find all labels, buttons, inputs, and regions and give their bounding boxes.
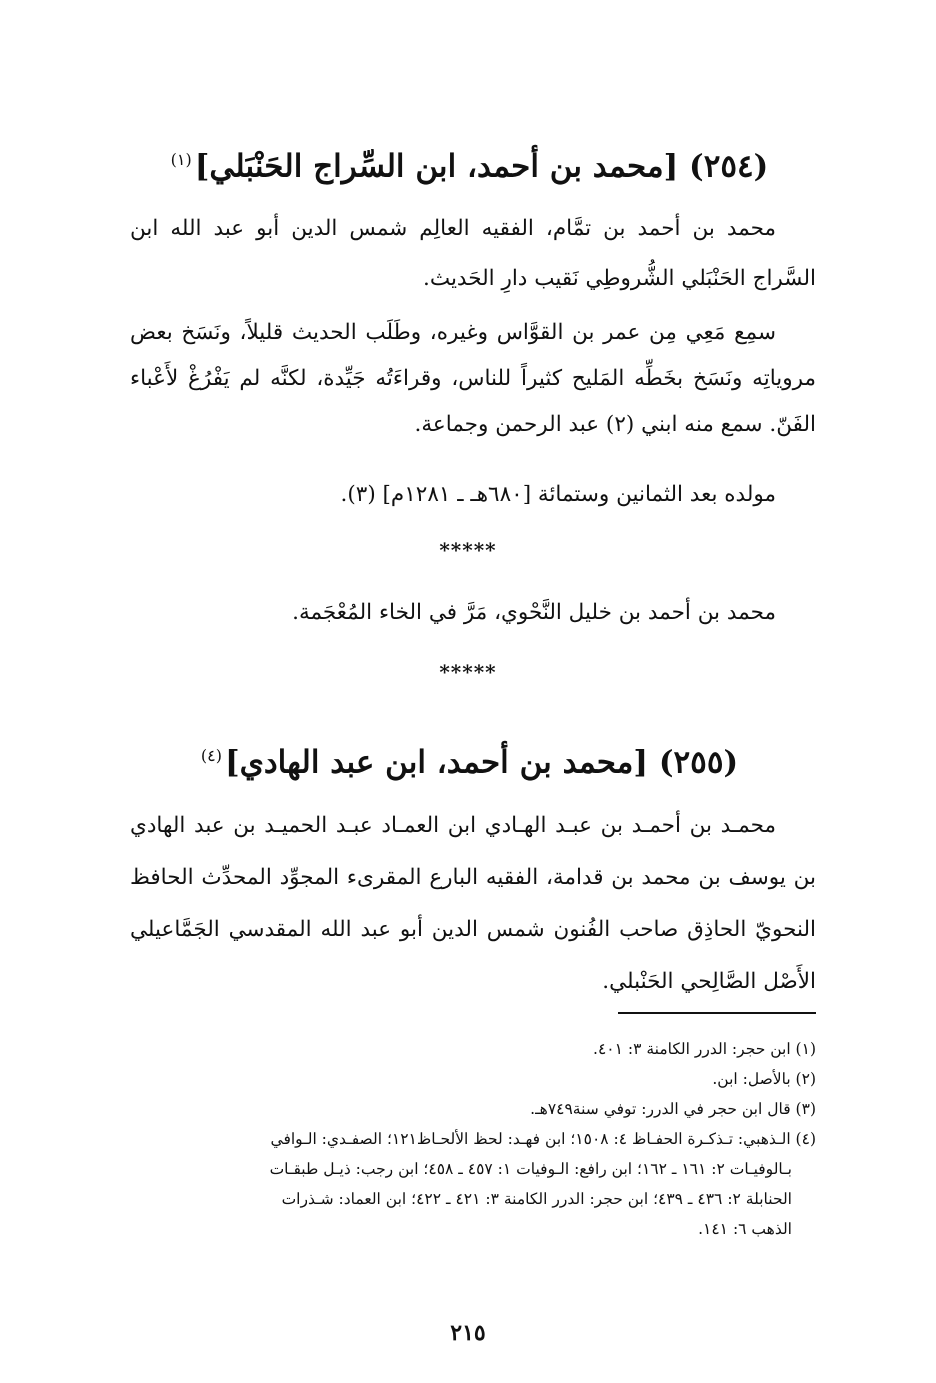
footnote-ref: (٤) [200,746,222,765]
footnotes [130,1034,816,1244]
footnote: (٤) الـذهبي: تـذكـرة الحفـاظ ٤: ١٥٠٨؛ ابن فهـد: لحظ الألحـاظ١٢١؛ الصفـدي: الـوافي [270,1130,816,1148]
footnote: (١) ابن حجر: الدرر الكامنة ٣: ٤٠١. [593,1040,816,1058]
entry-heading [0,140,936,186]
footnote-continuation: الحنابلة ٢: ٤٣٦ ـ ٤٣٩؛ ابن حجر: الدرر الكامنة ٣: ٤٢١ ـ ٤٢٢؛ ابن العماد: شـذرات [281,1190,792,1208]
section-separator: ***** [439,660,497,684]
footnote: (٣) قال ابن حجر في الدرر: توفي سنة٧٤٩هـ. [530,1100,816,1118]
page-number: ٢١٥ [450,1320,486,1346]
entry-heading [0,736,936,782]
section-separator: ***** [439,538,497,562]
footnote-continuation: الذهب ٦: ١٤١. [698,1220,792,1238]
entry-title: (٢٥٥) [محمد بن أحمد، ابن عبد الهادي] [224,744,739,781]
footnote: (٢) بالأصل: ابن. [712,1070,816,1088]
entry-title: (٢٥٤) [محمد بن أحمد، ابن السِّراج الحَنْبَلي] [194,148,769,185]
cross-reference: محمد بن أحمد بن خليل النَّحْوي، مَرَّ في الخاء المُعْجَمة. [292,600,776,625]
footnote-ref: (١) [170,150,192,169]
entry-paragraph: محمد بن أحمد بن تمَّام، الفقيه العالِم شمس الدين أبو عبد الله ابن السَّراج الحَنْبَلي الشُّروطِي نَقيب دارِ الحَديث. [130,216,816,291]
footnote-continuation: بـالوفيـات ٢: ١٦١ ـ ١٦٢؛ ابن رافع: الـوفيات ١: ٤٥٧ ـ ٤٥٨؛ ابن رجب: ذيـل طبقـات [269,1160,792,1178]
footnote-divider [618,1012,816,1014]
entry-paragraph: مولده بعد الثمانين وستمائة [٦٨٠هـ ـ ١٢٨١م] (٣). [340,482,776,507]
entry-paragraph: محمـد بن أحمـد بن عبـد الهـادي ابن العمـاد عبـد الحميـد بن عبد الهادي بن يوسف بن محمد بن قدامة، الفقيه البارع المقرىء المجوِّد المحدِّث الحافظ النحويّ الحاذِق صاحب الفُنون شمس الدين أبو عبد الله المقدسي الجَمَّاعيلي الأَصْل الصَّالِحي الحَنْبلي. [130,813,816,994]
entry-paragraph: سمِع مَعِي مِن عمر بن القوَّاس وغيره، وطَلَب الحديث قليلاً، ونَسَخ بعض مروياتِه ونَسَخ بخَطِّه المَليح كثيراً للناس، وقراءَتُه جَيِّدة، لكنَّه لم يَفْرُغْ لأَعْباء الفَنّ. سمع منه ابني (٢) عبد الرحمن وجماعة. [130,320,816,437]
